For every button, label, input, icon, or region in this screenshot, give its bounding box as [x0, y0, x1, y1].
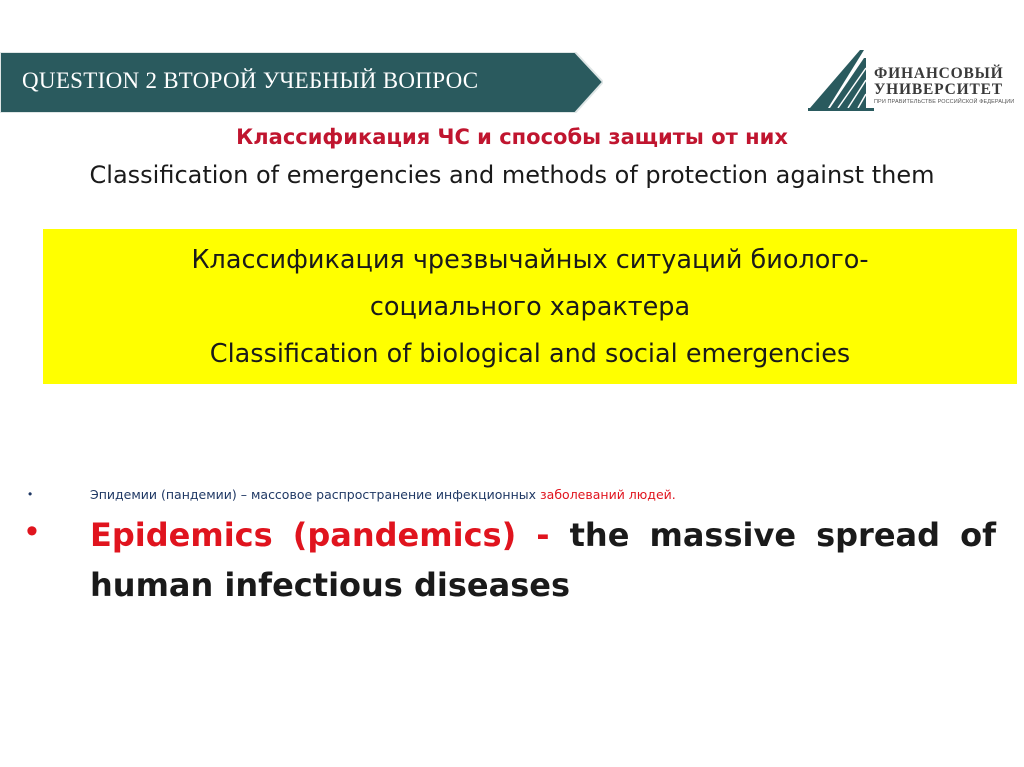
bullet-marker-1: •	[28, 487, 33, 501]
bullet-marker-2: •	[26, 512, 38, 550]
highlight-box	[43, 229, 1017, 384]
bullet-item-2	[90, 510, 996, 610]
section-banner	[0, 52, 603, 113]
logo-emblem-icon	[808, 46, 874, 112]
heading-en: Classification of emergencies and methods of protection against them	[89, 161, 935, 189]
logo-name-line1: ФИНАНСОВЫЙ	[874, 65, 1004, 82]
highlight-line1: Классификация чрезвычайных ситуаций биолого-	[191, 245, 869, 275]
bullet-2-text: the massive spread of human infectious diseases	[90, 516, 997, 604]
heading-ru: Классификация ЧС и способы защиты от них	[236, 125, 788, 149]
logo-name-line2: УНИВЕРСИТЕТ	[874, 81, 1003, 98]
logo-subtitle: ПРИ ПРАВИТЕЛЬСТВЕ РОССИЙСКОЙ ФЕДЕРАЦИИ	[874, 99, 1015, 105]
logo-name	[874, 66, 1004, 98]
bullet-2-red-text: Epidemics (pandemics) -	[90, 516, 550, 554]
banner-title: QUESTION 2 ВТОРОЙ УЧЕБНЫЙ ВОПРОС	[22, 68, 479, 93]
bullet-1-text: Эпидемии (пандемии) – массовое распространение инфекционных	[90, 487, 541, 502]
university-logo	[808, 46, 1015, 116]
bullet-1-red-text: заболеваний людей.	[540, 487, 676, 502]
bullet-item-1	[90, 487, 676, 502]
highlight-line3: Classification of biological and social emergencies	[209, 339, 851, 369]
highlight-line2: социального характера	[369, 292, 691, 322]
